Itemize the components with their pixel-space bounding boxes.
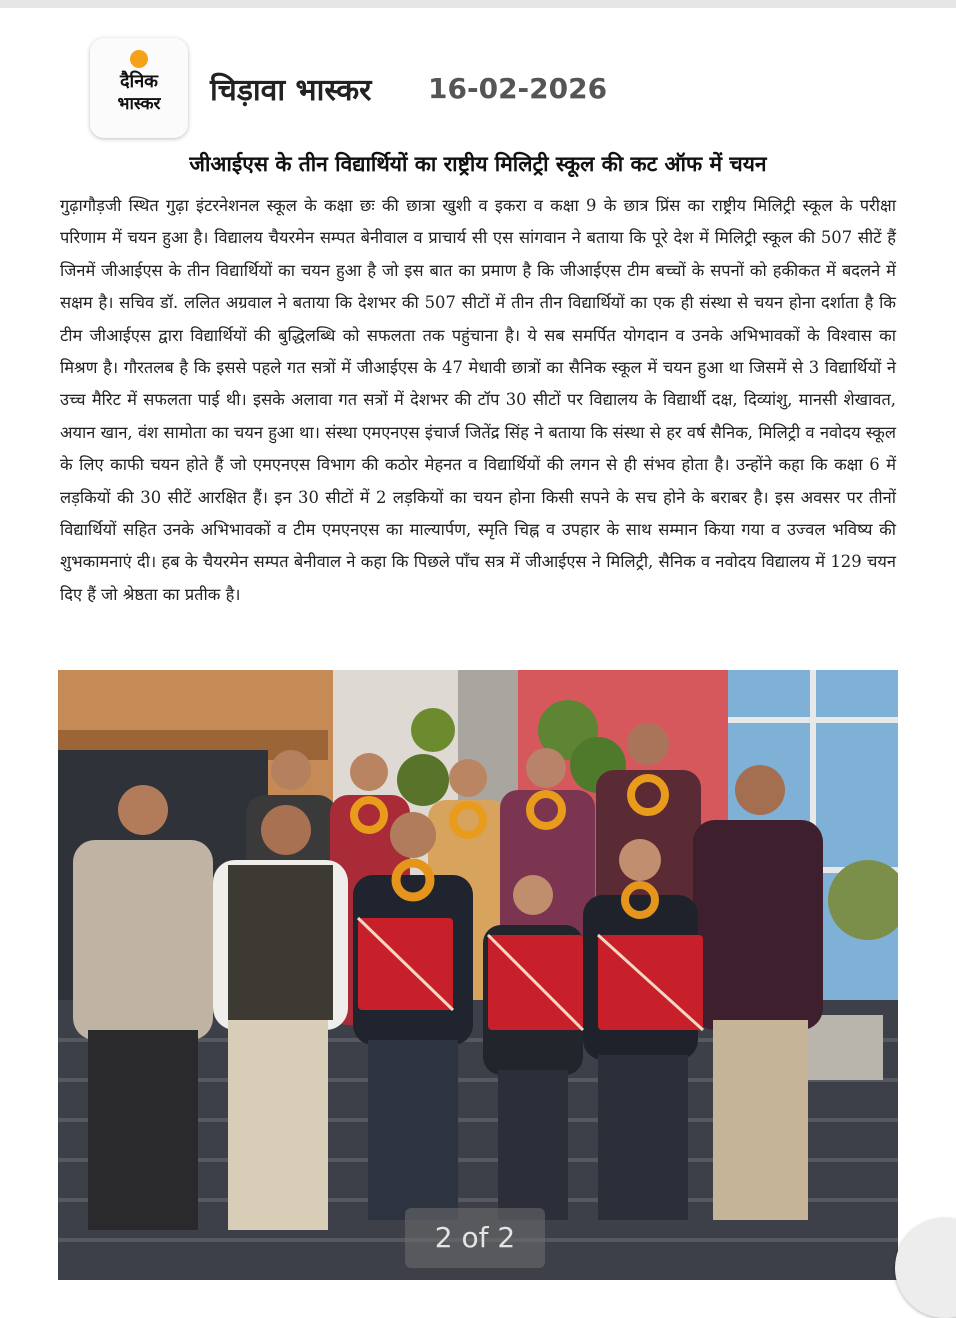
top-status-strip	[0, 0, 956, 8]
edition-name: चिड़ावा भास्कर	[210, 73, 372, 108]
logo-line-1: दैनिक	[119, 71, 159, 92]
article-photo[interactable]	[58, 670, 898, 1280]
page-indicator: 2 of 2	[405, 1208, 545, 1268]
floating-action-button[interactable]	[895, 1218, 956, 1318]
article-headline: जीआईएस के तीन विद्यार्थियों का राष्ट्रीय मिलिट्री स्कूल की कट ऑफ में चयन	[189, 152, 767, 176]
article-body: गुढ़ागौड़जी स्थित गुढ़ा इंटरनेशनल स्कूल के कक्षा छः की छात्रा खुशी व इकरा व कक्षा 9 के छात्र प्रिंस का राष्ट्रीय मिलिट्री स्कूल के परीक्षा परिणाम में चयन हुआ है। विद्यालय चैयरमेन सम्पत बेनीवाल व प्राचार्य सी एस सांगवान ने बताया कि पूरे देश में मिलिट्री स्कूल की 507 सीटें हैं जिनमें जीआईएस के तीन विद्यार्थियों का चयन हुआ है जो इस बात का प्रमाण है कि जीआईएस टीम बच्चों के सपनों को हकीकत में बदलने में सक्षम है। सचिव डॉ. ललित अग्रवाल ने बताया कि देशभर की 507 सीटों में तीन तीन विद्यार्थियों का एक ही संस्था से चयन होना दर्शाता है कि टीम जीआईएस द्वारा विद्यार्थियों की बुद्धिलब्धि को सफलता तक पहुंचाना है। ये सब समर्पित योगदान व उनके अभिभावकों के विश्वास का मिश्रण है। गौरतलब है कि इससे पहले गत सत्रों में जीआईएस के 47 मेधावी छात्रों का सैनिक स्कूल में चयन हुआ था जिसमें से 3 विद्यार्थियों ने उच्च मैरिट में सफलता पाई थी। इसके अलावा गत सत्रों में देशभर की टॉप 30 सीटों पर विद्यालय के विद्यार्थी दक्ष, दिव्यांशु, मानसी शेखावत, अयान खान, वंश सामोता का चयन हुआ था। संस्था एमएनएस इंचार्ज जितेंद्र सिंह ने बताया कि संस्था से हर वर्ष सैनिक, मिलिट्री व नवोदय स्कूल के लिए काफी चयन होते हैं जो एमएनएस विभाग की कठोर मेहनत व विद्यार्थियों की लगन से ही संभव होता है। उन्होंने कहा कि कक्षा 6 में लड़कियों की 30 सीटें आरक्षित हैं। इन 30 सीटों में 2 लड़कियों का चयन होना किसी सपने के सच होने के बराबर है। इस अवसर पर तीनों विद्यार्थियों सहित उनके अभिभावकों व टीम एमएनएस का माल्यार्पण, स्मृति चिह्न व उपहार के साथ सम्मान किया गया व उज्वल भविष्य की शुभकामनाएं दी। हब के चैयरमेन सम्पत बेनीवाल ने कहा कि पिछले पाँच सत्र में जीआईएस ने मिलिट्री, सैनिक व नवोदय विद्यालय में 129 चयन दिए हैं जो श्रेष्ठता का प्रतीक है।	[60, 196, 896, 604]
sun-icon	[130, 50, 148, 68]
dainik-bhaskar-logo[interactable]	[90, 38, 188, 138]
logo-line-2: भास्कर	[117, 94, 161, 114]
group-photo-illustration	[58, 670, 898, 1280]
edition-date: 16-02-2026	[428, 72, 608, 105]
